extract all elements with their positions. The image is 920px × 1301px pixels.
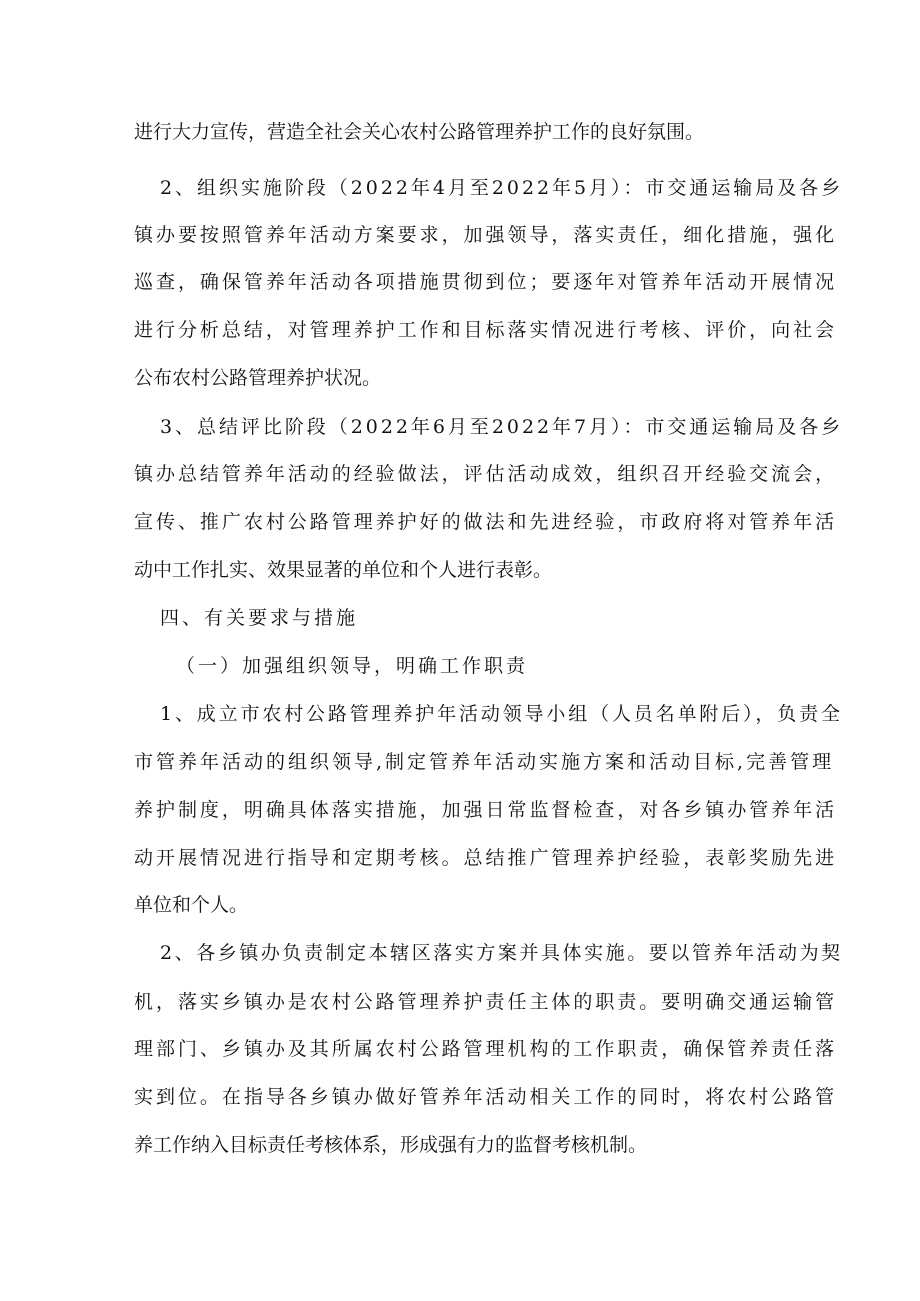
text-line: 进行大力宣传，营造全社会关心农村公路管理养护工作的良好氛围。 [134,121,705,143]
text-line: 养护制度，明确具体落实措施，加强日常监督检查，对各乡镇办管养年活 [134,799,838,821]
text-line: 巡查，确保管养年活动各项措施贯彻到位；要逐年对管养年活动开展情况 [134,271,838,293]
text-line: 2、各乡镇办负责制定本辖区落实方案并具体实施。要以管养年活动为契 [160,942,843,964]
text-line: 养工作纳入目标责任考核体系，形成强有力的监督考核机制。 [134,1134,648,1156]
text-line: 进行分析总结，对管理养护工作和目标落实情况进行考核、评价，向社会 [134,319,838,341]
text-line: 单位和个人。 [134,894,249,916]
text-line: 镇办总结管养年活动的经验做法，评估活动成效，组织召开经验交流会， [134,463,838,485]
text-line: 机，落实乡镇办是农村公路管理养护责任主体的职责。要明确交通运输管 [134,991,838,1013]
text-line: 动中工作扎实、效果显著的单位和个人进行表彰。 [134,559,553,581]
text-line: 宣传、推广农村公路管理养护好的做法和先进经验，市政府将对管养年活 [134,511,838,533]
text-line: 动开展情况进行指导和定期考核。总结推广管理养护经验，表彰奖励先进 [134,847,838,869]
subsection-heading: （一）加强组织领导，明确工作职责 [176,655,529,677]
text-line: 理部门、乡镇办及其所属农村公路管理机构的工作职责，确保管养责任落 [134,1038,838,1060]
text-line: 市管养年活动的组织领导,制定管养年活动实施方案和活动目标,完善管理 [134,751,835,773]
text-line: 公布农村公路管理养护状况。 [134,367,382,389]
text-line: 2、组织实施阶段（2022年4月至2022年5月）：市交通运输局及各乡 [160,177,844,199]
text-line: 1、成立市农村公路管理养护年活动领导小组（人员名单附后），负责全 [160,703,843,725]
section-heading: 四、有关要求与措施 [160,607,359,629]
text-line: 3、总结评比阶段（2022年6月至2022年7月）：市交通运输局及各乡 [160,416,844,438]
text-line: 实到位。在指导各乡镇办做好管养年活动相关工作的同时，将农村公路管 [134,1086,838,1108]
text-line: 镇办要按照管养年活动方案要求，加强领导，落实责任，细化措施，强化 [134,224,838,246]
